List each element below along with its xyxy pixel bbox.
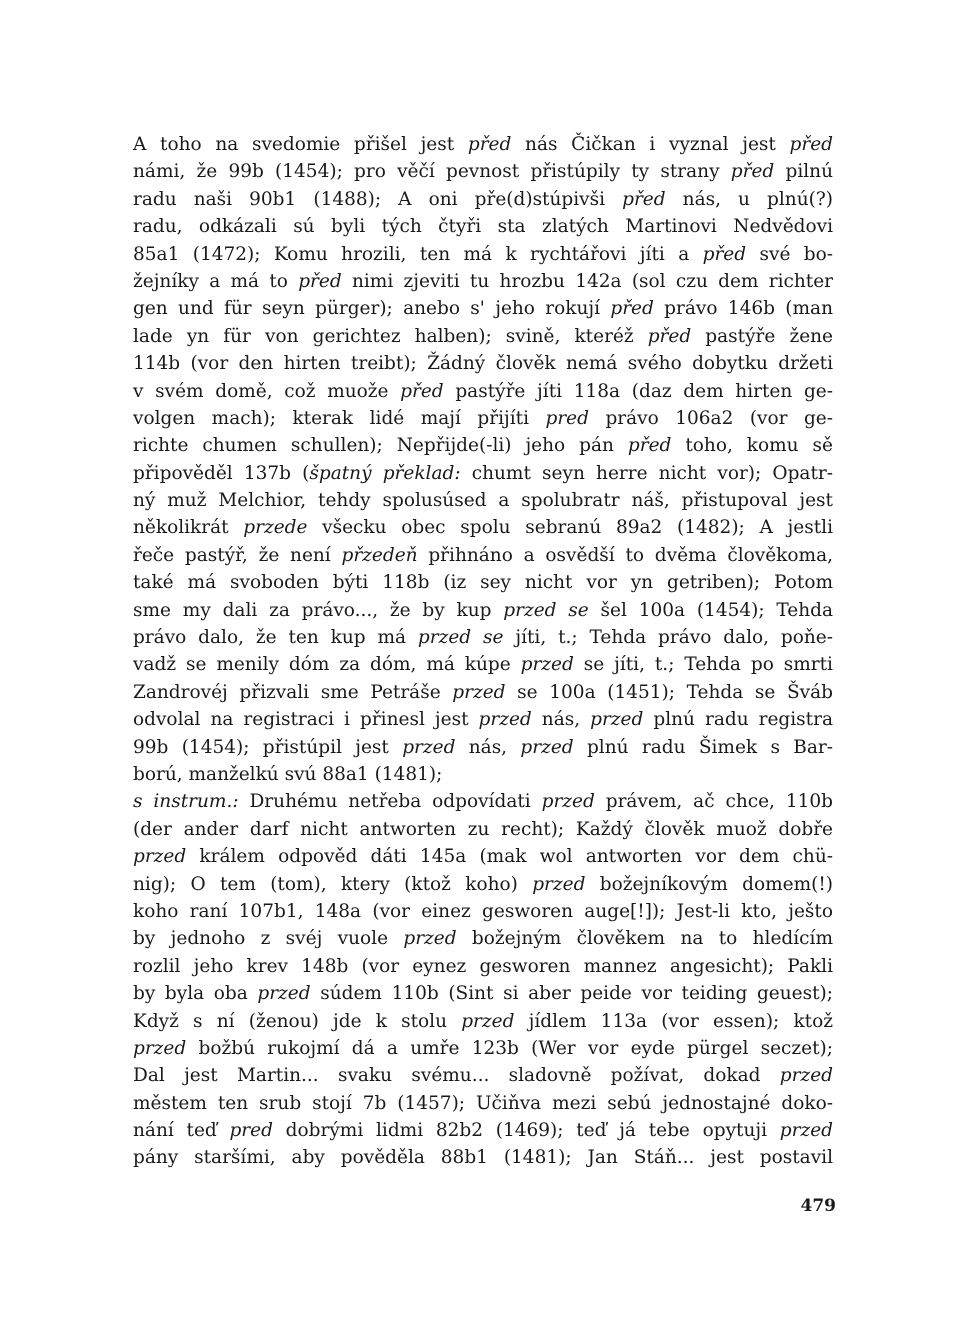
text-segment: pastýře žene [691, 325, 834, 347]
text-line [133, 1035, 833, 1062]
italic-text: przed [779, 1065, 833, 1087]
text-segment: právem, ač chce, 110b [594, 791, 833, 813]
text-segment: v svém domě, což muože [133, 380, 401, 402]
text-segment: vadž se menily dóm za dóm, má kúpe [133, 654, 521, 676]
text-segment: řeče pastýř, že není [133, 544, 342, 566]
text-segment: (der ander darf nicht antworten zu recht); Každý člověk muož dobře [133, 818, 833, 840]
text-line [133, 1062, 833, 1089]
text-segment: nání teď [133, 1120, 230, 1142]
text-segment: A toho na svedomie přišel jest [133, 134, 468, 155]
italic-text: przed se [417, 627, 504, 649]
text-line [133, 432, 833, 459]
text-line [133, 761, 833, 788]
text-line [133, 569, 833, 596]
text-line [133, 898, 833, 925]
text-segment: rozlil jeho krev 148b (vor eynez gesworen mannez angesicht); Pakli [133, 955, 833, 977]
text-line [133, 624, 833, 651]
italic-text: před [622, 188, 666, 210]
text-line [133, 597, 833, 624]
italic-text: s instrum.: [133, 791, 239, 813]
text-segment: nig); O tem (tom), ktery (ktož koho) [133, 873, 533, 895]
text-segment: Zandrovéj přizvali sme Petráše [133, 681, 453, 703]
text-segment: městem ten srub stojí 7b (1457); Učiňva mezi sebú jednostajné doko- [133, 1092, 833, 1114]
italic-text: před [627, 435, 672, 457]
italic-text: przed [461, 1010, 515, 1032]
italic-text: przed se [503, 599, 589, 621]
text-line [133, 405, 833, 432]
italic-text: przed [541, 791, 595, 813]
italic-text: przed [257, 983, 311, 1005]
text-segment: 114b (vor den hirten treibt); Žádný člověk nemá svého dobytku držeti [133, 353, 833, 375]
text-segment: gen und für seyn pürger); anebo s' jeho rokují [133, 298, 611, 320]
text-segment: připověděl 137b ( [133, 462, 310, 484]
text-segment: několikrát [133, 517, 244, 539]
italic-text: před [647, 325, 692, 347]
text-line [133, 843, 833, 870]
text-segment: Druhému netřeba odpovídati [238, 791, 542, 813]
text-segment: Dal jest Martin... svaku svému... sladovně požívat, dokad [133, 1065, 780, 1087]
text-line [133, 213, 833, 240]
text-segment: 99b (1454); přistúpil jest [133, 736, 403, 758]
text-segment: jídlem 113a (vor essen); ktož [514, 1010, 833, 1032]
text-segment: nimi zjeviti tu hrozbu 142a (sol czu dem richter [341, 270, 834, 292]
text-line [133, 131, 833, 158]
text-segment: jíti, t.; Tehda právo dalo, poňe- [503, 627, 834, 649]
italic-text: przed [532, 873, 586, 895]
text-line [133, 241, 833, 268]
text-line [133, 706, 833, 733]
text-segment: plnú radu Šimek s Bar- [573, 736, 833, 758]
italic-text: před [789, 134, 833, 155]
text-segment: právo 146b (man [653, 298, 833, 320]
text-line [133, 953, 833, 980]
text-segment: lade yn für von gerichtez halben); svině, kteréž [133, 325, 648, 347]
text-line [133, 350, 833, 377]
italic-text: przed [779, 1120, 833, 1142]
italic-text: przed [403, 928, 457, 950]
text-line [133, 295, 833, 322]
text-segment: richte chumen schullen); Nepřijde(-li) jeho pán [133, 435, 628, 457]
text-line [133, 816, 833, 843]
text-segment: ný muž Melchior, tehdy spolusúsed a spolubratr náš, přistupoval jest [133, 490, 833, 512]
italic-text: przed [478, 709, 532, 731]
text-segment: božejným člověkem na to hledícím [456, 928, 833, 950]
text-line [133, 323, 833, 350]
text-line [133, 542, 833, 569]
text-segment: 85a1 (1472); Komu hrozili, ten má k rychtářovi jíti a [133, 243, 703, 265]
italic-text: przed [452, 681, 506, 703]
text-line [133, 186, 833, 213]
text-line [133, 268, 833, 295]
text-line [133, 734, 833, 761]
page-number: 479 [800, 1196, 836, 1216]
italic-text: przed [520, 654, 574, 676]
italic-text: před [610, 298, 654, 320]
text-segment: ború, manželkú svú 88a1 (1481); [133, 763, 443, 785]
italic-text: před [400, 380, 444, 402]
text-segment: všecku obec spolu sebranú 89a2 (1482); A jestli [307, 517, 833, 539]
italic-text: před [467, 134, 512, 155]
text-segment: toho, komu sě [671, 435, 833, 457]
text-line [133, 1117, 833, 1144]
text-line [133, 788, 833, 815]
text-line [133, 487, 833, 514]
italic-text: špatný překlad: [309, 462, 461, 484]
text-line [133, 651, 833, 678]
text-segment: božbú rukojmí dá a umře 123b (Wer vor eyde pürgel seczet); [186, 1037, 833, 1059]
text-line [133, 925, 833, 952]
text-segment: dobrými lidmi 82b2 (1469); teď já tebe opytuji [272, 1120, 780, 1142]
text-segment: se 100a (1451); Tehda se Šváb [505, 681, 833, 703]
text-line [133, 980, 833, 1007]
text-line [133, 679, 833, 706]
text-segment: sme my dali za právo..., že by kup [133, 599, 504, 621]
text-segment: pilnú [774, 161, 833, 183]
text-line [133, 1144, 833, 1171]
text-line [133, 871, 833, 898]
text-segment: pastýře jíti 118a (daz dem hirten ge- [443, 380, 833, 402]
text-line [133, 1008, 833, 1035]
text-segment: nás Čičkan i vyznal jest [511, 134, 790, 155]
text-segment: chumt seyn herre nicht vor); Opatr- [460, 462, 833, 484]
text-line [133, 1090, 833, 1117]
italic-text: przede [243, 517, 308, 539]
text-segment: božejníkovým domem(!) [585, 873, 833, 895]
text-segment: se jíti, t.; Tehda po smrti [573, 654, 833, 676]
italic-text: před [730, 161, 775, 183]
text-line [133, 158, 833, 185]
text-segment: súdem 110b (Sint si aber peide vor teiding geuest); [310, 983, 833, 1005]
italic-text: před [298, 270, 342, 292]
text-segment: radu, odkázali sú byli tých čtyři sta zlatých Martinovi Nedvědovi [133, 216, 833, 238]
text-segment: nás, u plnú(?) [665, 188, 833, 210]
text-segment: plnú radu registra [643, 709, 833, 731]
text-line [133, 514, 833, 541]
italic-text: pred [545, 407, 589, 429]
text-segment: právo dalo, že ten kup má [133, 627, 418, 649]
text-segment: Když s ní (ženou) jde k stolu [133, 1010, 462, 1032]
text-segment: nás, [455, 736, 521, 758]
text-segment: právo 106a2 (vor ge- [588, 407, 833, 429]
italic-text: przed [520, 736, 574, 758]
text-segment: by byla oba [133, 983, 258, 1005]
text-segment: přihnáno a osvědší to dvěma člověkoma, [417, 544, 833, 566]
italic-text: przed [133, 846, 187, 868]
italic-text: przed [590, 709, 644, 731]
text-segment: své bo- [746, 243, 834, 265]
text-segment: by jednoho z svéj vuole [133, 928, 404, 950]
text-segment: námi, že 99b (1454); pro věčí pevnost přistúpily ty strany [133, 161, 731, 183]
italic-text: pred [229, 1120, 273, 1142]
italic-text: před [702, 243, 747, 265]
text-segment: žejníky a má to [133, 270, 299, 292]
text-segment: pány staršími, aby pověděla 88b1 (1481); Jan Stáň... jest postavil [133, 1147, 833, 1169]
italic-text: przed [133, 1037, 187, 1059]
text-segment: šel 100a (1454); Tehda [588, 599, 834, 621]
italic-text: přzedeň [341, 544, 418, 566]
text-segment: odvolal na registraci i přinesl jest [133, 709, 479, 731]
text-line [133, 378, 833, 405]
text-segment: také má svoboden býti 118b (iz sey nicht vor yn getriben); Potom [133, 572, 833, 594]
italic-text: przed [402, 736, 456, 758]
text-segment: nás, [531, 709, 591, 731]
text-segment: radu naši 90b1 (1488); A oni pře(d)stúpivši [133, 188, 623, 210]
text-segment: králem odpověd dáti 145a (mak wol antworten vor dem chü- [186, 846, 833, 868]
text-line [133, 460, 833, 487]
text-segment: koho raní 107b1, 148a (vor einez gesworen auge[!]); Jest-li kto, ješto [133, 900, 833, 922]
text-segment: volgen mach); kterak lidé mají přijíti [133, 407, 546, 429]
body-text [133, 131, 833, 1172]
